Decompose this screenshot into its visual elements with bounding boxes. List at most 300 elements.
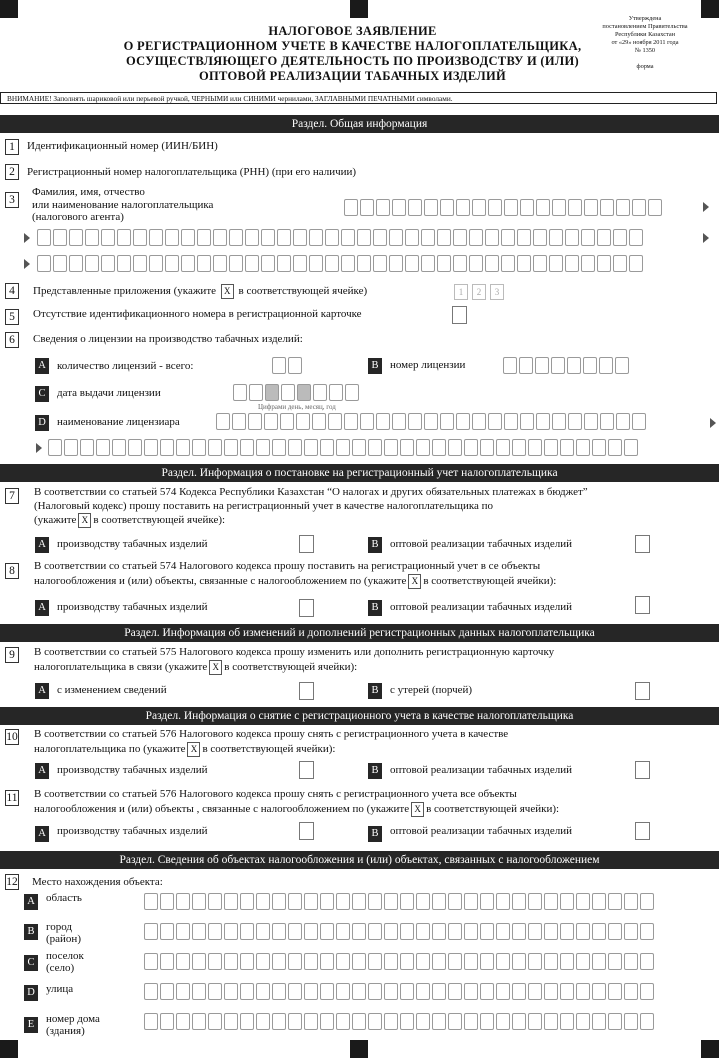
- char-cell[interactable]: [624, 439, 638, 456]
- char-cell[interactable]: [165, 229, 179, 246]
- char-cell[interactable]: [392, 413, 406, 430]
- char-cell[interactable]: [248, 413, 262, 430]
- char-cell[interactable]: [512, 1013, 526, 1030]
- char-cell[interactable]: [608, 923, 622, 940]
- char-cell[interactable]: [213, 255, 227, 272]
- char-cell[interactable]: [384, 893, 398, 910]
- char-cell[interactable]: [53, 229, 67, 246]
- char-cell[interactable]: [304, 983, 318, 1000]
- char-cell[interactable]: [632, 199, 646, 216]
- char-cell[interactable]: [368, 923, 382, 940]
- char-cell[interactable]: [560, 983, 574, 1000]
- char-cell[interactable]: [312, 413, 326, 430]
- char-cell[interactable]: [448, 923, 462, 940]
- char-cell[interactable]: [384, 953, 398, 970]
- char-cell[interactable]: [37, 229, 51, 246]
- char-cell[interactable]: [544, 1013, 558, 1030]
- char-cell[interactable]: [256, 893, 270, 910]
- char-cell[interactable]: [341, 229, 355, 246]
- char-cell[interactable]: [480, 1013, 494, 1030]
- char-cell[interactable]: [629, 255, 643, 272]
- region-input[interactable]: [144, 893, 654, 910]
- char-cell[interactable]: [544, 953, 558, 970]
- char-cell[interactable]: [48, 439, 62, 456]
- house-number-input[interactable]: [144, 1013, 654, 1030]
- char-cell[interactable]: [232, 413, 246, 430]
- char-cell[interactable]: [144, 439, 158, 456]
- char-cell[interactable]: [368, 1013, 382, 1030]
- char-cell[interactable]: [272, 893, 286, 910]
- char-cell[interactable]: [160, 983, 174, 1000]
- char-cell[interactable]: [256, 1013, 270, 1030]
- char-cell[interactable]: [640, 1013, 654, 1030]
- char-cell[interactable]: [320, 953, 334, 970]
- char-cell[interactable]: [528, 983, 542, 1000]
- char-cell[interactable]: [581, 229, 595, 246]
- char-cell[interactable]: [640, 983, 654, 1000]
- char-cell[interactable]: [400, 893, 414, 910]
- option-checkbox[interactable]: [299, 535, 314, 553]
- char-cell[interactable]: [576, 1013, 590, 1030]
- option-checkbox[interactable]: [635, 761, 650, 779]
- option-checkbox[interactable]: [299, 682, 314, 700]
- char-cell[interactable]: [552, 199, 566, 216]
- char-cell[interactable]: [144, 983, 158, 1000]
- option-checkbox[interactable]: [299, 822, 314, 840]
- license-date-input[interactable]: [233, 384, 359, 401]
- char-cell[interactable]: [453, 229, 467, 246]
- char-cell[interactable]: [640, 953, 654, 970]
- char-cell[interactable]: [608, 439, 622, 456]
- char-cell[interactable]: [336, 893, 350, 910]
- char-cell[interactable]: [293, 229, 307, 246]
- char-cell[interactable]: [336, 923, 350, 940]
- char-cell[interactable]: [304, 953, 318, 970]
- char-cell[interactable]: [472, 413, 486, 430]
- char-cell[interactable]: [567, 357, 581, 374]
- char-cell[interactable]: [233, 384, 247, 401]
- char-cell[interactable]: [224, 983, 238, 1000]
- char-cell[interactable]: [432, 893, 446, 910]
- char-cell[interactable]: [272, 357, 286, 374]
- char-cell[interactable]: [608, 983, 622, 1000]
- char-cell[interactable]: [336, 439, 350, 456]
- char-cell[interactable]: [496, 923, 510, 940]
- name-input-row-1[interactable]: [344, 199, 662, 216]
- char-cell[interactable]: [565, 255, 579, 272]
- char-cell[interactable]: [616, 199, 630, 216]
- char-cell[interactable]: [624, 893, 638, 910]
- char-cell[interactable]: [416, 923, 430, 940]
- char-cell[interactable]: [584, 199, 598, 216]
- char-cell[interactable]: [192, 983, 206, 1000]
- char-cell[interactable]: [176, 983, 190, 1000]
- char-cell[interactable]: [272, 983, 286, 1000]
- licensor-name-row-2[interactable]: [48, 439, 638, 456]
- char-cell[interactable]: [405, 255, 419, 272]
- char-cell[interactable]: [512, 439, 526, 456]
- char-cell[interactable]: [600, 413, 614, 430]
- char-cell[interactable]: [128, 439, 142, 456]
- char-cell[interactable]: [421, 229, 435, 246]
- char-cell[interactable]: [448, 893, 462, 910]
- char-cell[interactable]: [133, 255, 147, 272]
- char-cell[interactable]: [288, 357, 302, 374]
- char-cell[interactable]: [408, 413, 422, 430]
- attachment-box-3[interactable]: 3: [490, 284, 504, 300]
- char-cell[interactable]: [552, 413, 566, 430]
- attachment-box-2[interactable]: 2: [472, 284, 486, 300]
- char-cell[interactable]: [229, 255, 243, 272]
- char-cell[interactable]: [309, 229, 323, 246]
- char-cell[interactable]: [265, 384, 279, 401]
- char-cell[interactable]: [608, 953, 622, 970]
- option-checkbox[interactable]: [635, 535, 650, 553]
- char-cell[interactable]: [576, 953, 590, 970]
- char-cell[interactable]: [560, 1013, 574, 1030]
- char-cell[interactable]: [261, 229, 275, 246]
- char-cell[interactable]: [229, 229, 243, 246]
- char-cell[interactable]: [192, 953, 206, 970]
- char-cell[interactable]: [597, 229, 611, 246]
- char-cell[interactable]: [192, 893, 206, 910]
- char-cell[interactable]: [535, 357, 549, 374]
- char-cell[interactable]: [416, 1013, 430, 1030]
- char-cell[interactable]: [501, 229, 515, 246]
- char-cell[interactable]: [336, 953, 350, 970]
- settlement-input[interactable]: [144, 953, 654, 970]
- char-cell[interactable]: [384, 439, 398, 456]
- char-cell[interactable]: [384, 983, 398, 1000]
- char-cell[interactable]: [256, 439, 270, 456]
- char-cell[interactable]: [341, 255, 355, 272]
- char-cell[interactable]: [480, 923, 494, 940]
- char-cell[interactable]: [536, 413, 550, 430]
- char-cell[interactable]: [488, 413, 502, 430]
- char-cell[interactable]: [208, 893, 222, 910]
- char-cell[interactable]: [533, 255, 547, 272]
- char-cell[interactable]: [352, 1013, 366, 1030]
- char-cell[interactable]: [373, 229, 387, 246]
- char-cell[interactable]: [485, 229, 499, 246]
- char-cell[interactable]: [592, 893, 606, 910]
- char-cell[interactable]: [520, 413, 534, 430]
- char-cell[interactable]: [357, 229, 371, 246]
- city-input[interactable]: [144, 923, 654, 940]
- char-cell[interactable]: [392, 199, 406, 216]
- char-cell[interactable]: [496, 983, 510, 1000]
- char-cell[interactable]: [240, 893, 254, 910]
- char-cell[interactable]: [565, 229, 579, 246]
- license-count-input[interactable]: [272, 357, 302, 374]
- char-cell[interactable]: [160, 1013, 174, 1030]
- char-cell[interactable]: [176, 953, 190, 970]
- char-cell[interactable]: [480, 983, 494, 1000]
- char-cell[interactable]: [288, 1013, 302, 1030]
- char-cell[interactable]: [224, 953, 238, 970]
- char-cell[interactable]: [432, 983, 446, 1000]
- char-cell[interactable]: [368, 953, 382, 970]
- char-cell[interactable]: [320, 923, 334, 940]
- char-cell[interactable]: [496, 953, 510, 970]
- char-cell[interactable]: [615, 357, 629, 374]
- char-cell[interactable]: [613, 229, 627, 246]
- char-cell[interactable]: [512, 983, 526, 1000]
- char-cell[interactable]: [544, 983, 558, 1000]
- char-cell[interactable]: [357, 255, 371, 272]
- char-cell[interactable]: [264, 413, 278, 430]
- char-cell[interactable]: [464, 439, 478, 456]
- char-cell[interactable]: [304, 439, 318, 456]
- char-cell[interactable]: [320, 893, 334, 910]
- char-cell[interactable]: [576, 439, 590, 456]
- char-cell[interactable]: [560, 953, 574, 970]
- char-cell[interactable]: [336, 1013, 350, 1030]
- char-cell[interactable]: [599, 357, 613, 374]
- char-cell[interactable]: [320, 983, 334, 1000]
- char-cell[interactable]: [368, 439, 382, 456]
- char-cell[interactable]: [197, 255, 211, 272]
- char-cell[interactable]: [519, 357, 533, 374]
- char-cell[interactable]: [192, 439, 206, 456]
- char-cell[interactable]: [224, 1013, 238, 1030]
- char-cell[interactable]: [261, 255, 275, 272]
- char-cell[interactable]: [281, 384, 295, 401]
- char-cell[interactable]: [592, 923, 606, 940]
- char-cell[interactable]: [624, 983, 638, 1000]
- char-cell[interactable]: [80, 439, 94, 456]
- char-cell[interactable]: [344, 199, 358, 216]
- char-cell[interactable]: [352, 439, 366, 456]
- option-checkbox[interactable]: [299, 761, 314, 779]
- char-cell[interactable]: [149, 229, 163, 246]
- char-cell[interactable]: [453, 255, 467, 272]
- name-input-row-3[interactable]: [37, 255, 643, 272]
- char-cell[interactable]: [488, 199, 502, 216]
- char-cell[interactable]: [384, 1013, 398, 1030]
- char-cell[interactable]: [208, 953, 222, 970]
- char-cell[interactable]: [69, 255, 83, 272]
- char-cell[interactable]: [544, 893, 558, 910]
- char-cell[interactable]: [480, 893, 494, 910]
- char-cell[interactable]: [64, 439, 78, 456]
- char-cell[interactable]: [85, 229, 99, 246]
- char-cell[interactable]: [288, 893, 302, 910]
- char-cell[interactable]: [272, 953, 286, 970]
- char-cell[interactable]: [320, 1013, 334, 1030]
- char-cell[interactable]: [224, 923, 238, 940]
- char-cell[interactable]: [496, 893, 510, 910]
- char-cell[interactable]: [464, 983, 478, 1000]
- char-cell[interactable]: [208, 1013, 222, 1030]
- char-cell[interactable]: [256, 983, 270, 1000]
- char-cell[interactable]: [576, 983, 590, 1000]
- char-cell[interactable]: [448, 1013, 462, 1030]
- char-cell[interactable]: [149, 255, 163, 272]
- char-cell[interactable]: [325, 255, 339, 272]
- char-cell[interactable]: [568, 413, 582, 430]
- char-cell[interactable]: [533, 229, 547, 246]
- char-cell[interactable]: [416, 893, 430, 910]
- char-cell[interactable]: [352, 893, 366, 910]
- char-cell[interactable]: [583, 357, 597, 374]
- char-cell[interactable]: [549, 229, 563, 246]
- char-cell[interactable]: [376, 199, 390, 216]
- char-cell[interactable]: [512, 923, 526, 940]
- char-cell[interactable]: [608, 1013, 622, 1030]
- char-cell[interactable]: [629, 229, 643, 246]
- char-cell[interactable]: [448, 983, 462, 1000]
- char-cell[interactable]: [400, 439, 414, 456]
- char-cell[interactable]: [280, 413, 294, 430]
- char-cell[interactable]: [272, 1013, 286, 1030]
- char-cell[interactable]: [85, 255, 99, 272]
- char-cell[interactable]: [304, 1013, 318, 1030]
- char-cell[interactable]: [504, 413, 518, 430]
- char-cell[interactable]: [408, 199, 422, 216]
- char-cell[interactable]: [240, 983, 254, 1000]
- char-cell[interactable]: [464, 923, 478, 940]
- char-cell[interactable]: [181, 229, 195, 246]
- char-cell[interactable]: [581, 255, 595, 272]
- char-cell[interactable]: [197, 229, 211, 246]
- char-cell[interactable]: [464, 1013, 478, 1030]
- char-cell[interactable]: [373, 255, 387, 272]
- char-cell[interactable]: [344, 413, 358, 430]
- char-cell[interactable]: [640, 923, 654, 940]
- char-cell[interactable]: [181, 255, 195, 272]
- char-cell[interactable]: [272, 439, 286, 456]
- char-cell[interactable]: [224, 439, 238, 456]
- char-cell[interactable]: [240, 1013, 254, 1030]
- char-cell[interactable]: [584, 413, 598, 430]
- char-cell[interactable]: [368, 983, 382, 1000]
- char-cell[interactable]: [512, 893, 526, 910]
- char-cell[interactable]: [608, 893, 622, 910]
- char-cell[interactable]: [325, 229, 339, 246]
- char-cell[interactable]: [176, 893, 190, 910]
- char-cell[interactable]: [624, 953, 638, 970]
- char-cell[interactable]: [176, 439, 190, 456]
- char-cell[interactable]: [384, 923, 398, 940]
- char-cell[interactable]: [400, 983, 414, 1000]
- char-cell[interactable]: [176, 1013, 190, 1030]
- char-cell[interactable]: [352, 923, 366, 940]
- char-cell[interactable]: [469, 255, 483, 272]
- char-cell[interactable]: [424, 413, 438, 430]
- char-cell[interactable]: [520, 199, 534, 216]
- char-cell[interactable]: [480, 953, 494, 970]
- char-cell[interactable]: [432, 953, 446, 970]
- char-cell[interactable]: [592, 953, 606, 970]
- char-cell[interactable]: [277, 229, 291, 246]
- char-cell[interactable]: [536, 199, 550, 216]
- char-cell[interactable]: [216, 413, 230, 430]
- option-checkbox[interactable]: [635, 822, 650, 840]
- char-cell[interactable]: [389, 255, 403, 272]
- char-cell[interactable]: [432, 923, 446, 940]
- char-cell[interactable]: [544, 439, 558, 456]
- char-cell[interactable]: [648, 199, 662, 216]
- char-cell[interactable]: [96, 439, 110, 456]
- char-cell[interactable]: [464, 893, 478, 910]
- char-cell[interactable]: [600, 199, 614, 216]
- char-cell[interactable]: [101, 229, 115, 246]
- char-cell[interactable]: [512, 953, 526, 970]
- char-cell[interactable]: [160, 439, 174, 456]
- char-cell[interactable]: [53, 255, 67, 272]
- char-cell[interactable]: [345, 384, 359, 401]
- char-cell[interactable]: [597, 255, 611, 272]
- char-cell[interactable]: [368, 893, 382, 910]
- license-number-input[interactable]: [503, 357, 629, 374]
- char-cell[interactable]: [117, 255, 131, 272]
- char-cell[interactable]: [496, 1013, 510, 1030]
- char-cell[interactable]: [288, 923, 302, 940]
- char-cell[interactable]: [256, 953, 270, 970]
- char-cell[interactable]: [144, 923, 158, 940]
- char-cell[interactable]: [389, 229, 403, 246]
- char-cell[interactable]: [469, 229, 483, 246]
- char-cell[interactable]: [592, 983, 606, 1000]
- char-cell[interactable]: [336, 983, 350, 1000]
- char-cell[interactable]: [245, 229, 259, 246]
- char-cell[interactable]: [560, 439, 574, 456]
- char-cell[interactable]: [528, 953, 542, 970]
- char-cell[interactable]: [208, 439, 222, 456]
- licensor-name-row-1[interactable]: [216, 413, 646, 430]
- char-cell[interactable]: [160, 893, 174, 910]
- char-cell[interactable]: [240, 953, 254, 970]
- option-checkbox[interactable]: [635, 596, 650, 614]
- char-cell[interactable]: [448, 953, 462, 970]
- char-cell[interactable]: [576, 893, 590, 910]
- char-cell[interactable]: [576, 923, 590, 940]
- char-cell[interactable]: [165, 255, 179, 272]
- char-cell[interactable]: [624, 923, 638, 940]
- char-cell[interactable]: [624, 1013, 638, 1030]
- char-cell[interactable]: [501, 255, 515, 272]
- char-cell[interactable]: [480, 439, 494, 456]
- char-cell[interactable]: [256, 923, 270, 940]
- char-cell[interactable]: [352, 953, 366, 970]
- char-cell[interactable]: [296, 413, 310, 430]
- char-cell[interactable]: [160, 923, 174, 940]
- char-cell[interactable]: [528, 923, 542, 940]
- char-cell[interactable]: [304, 923, 318, 940]
- char-cell[interactable]: [640, 893, 654, 910]
- char-cell[interactable]: [320, 439, 334, 456]
- char-cell[interactable]: [328, 413, 342, 430]
- char-cell[interactable]: [112, 439, 126, 456]
- char-cell[interactable]: [144, 1013, 158, 1030]
- char-cell[interactable]: [144, 953, 158, 970]
- char-cell[interactable]: [309, 255, 323, 272]
- option-checkbox[interactable]: [299, 599, 314, 617]
- char-cell[interactable]: [592, 1013, 606, 1030]
- char-cell[interactable]: [160, 953, 174, 970]
- char-cell[interactable]: [592, 439, 606, 456]
- char-cell[interactable]: [437, 229, 451, 246]
- no-id-checkbox[interactable]: [452, 306, 467, 324]
- char-cell[interactable]: [144, 893, 158, 910]
- char-cell[interactable]: [117, 229, 131, 246]
- char-cell[interactable]: [528, 439, 542, 456]
- char-cell[interactable]: [616, 413, 630, 430]
- char-cell[interactable]: [240, 923, 254, 940]
- street-input[interactable]: [144, 983, 654, 1000]
- char-cell[interactable]: [517, 255, 531, 272]
